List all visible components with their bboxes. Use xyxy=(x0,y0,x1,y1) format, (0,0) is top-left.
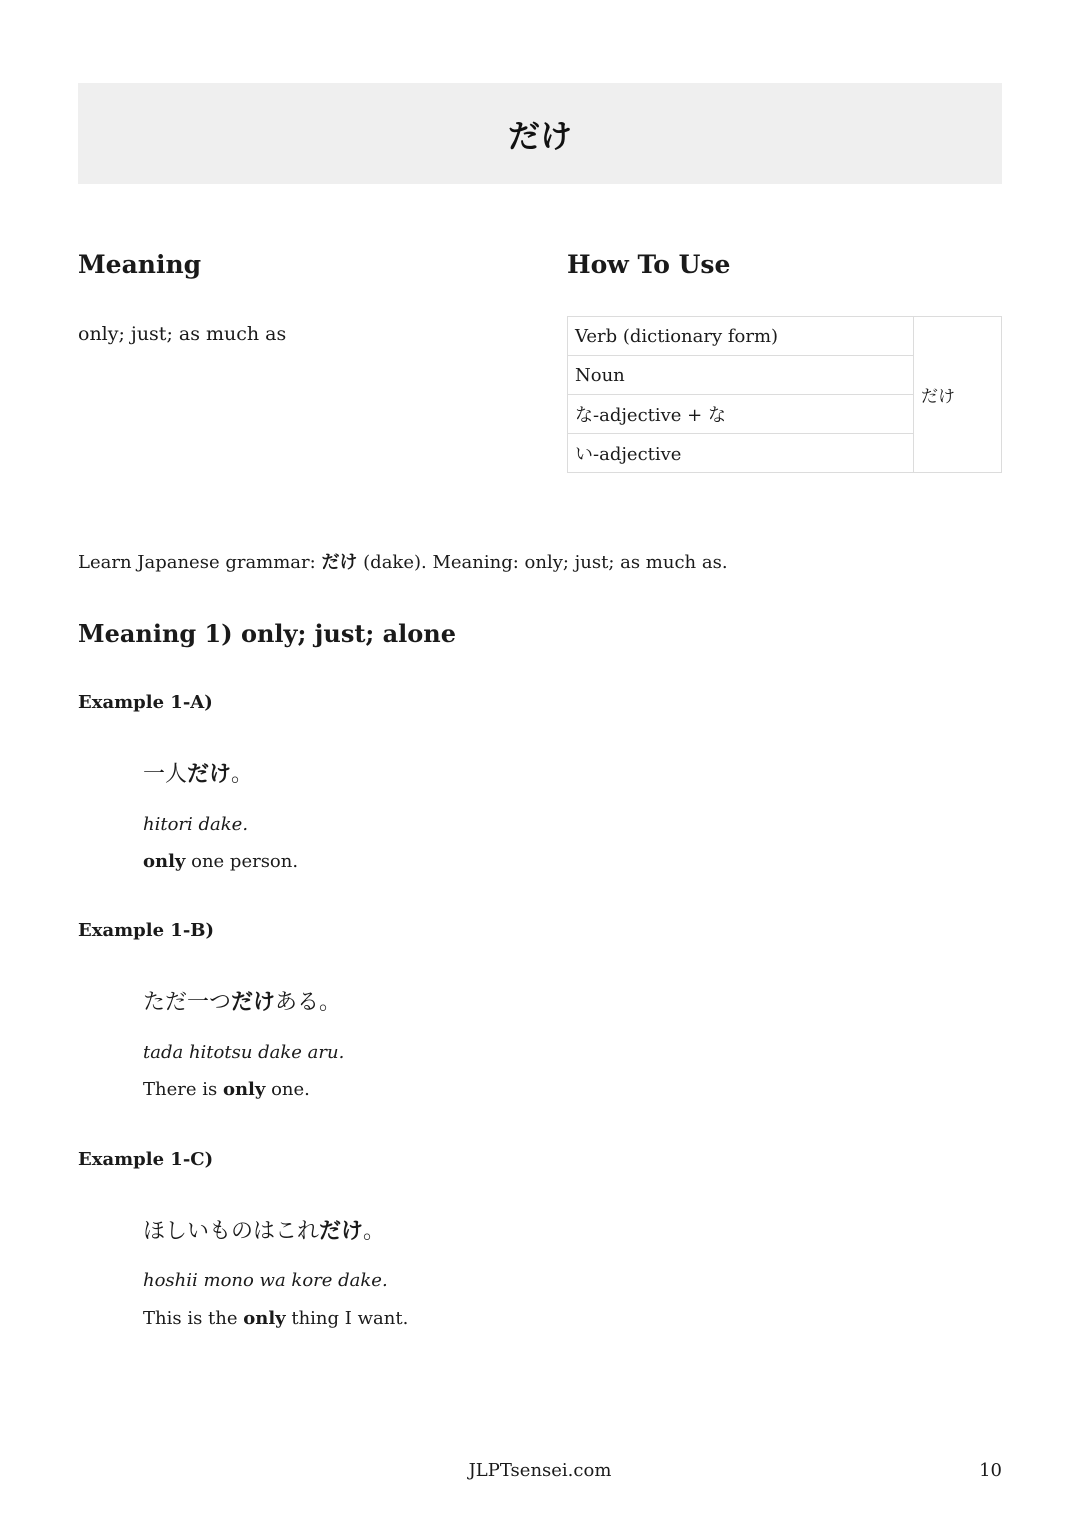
example-translation xyxy=(143,851,298,872)
howto-heading: How To Use xyxy=(567,250,731,279)
jp-pre: ただ一つ xyxy=(143,990,232,1015)
tr-post: one. xyxy=(265,1079,310,1100)
usage-form: Noun xyxy=(568,356,914,395)
tr-post: thing I want. xyxy=(285,1308,409,1329)
example-japanese xyxy=(143,1214,385,1245)
tr-pre: This is the xyxy=(143,1308,244,1329)
example-label: Example 1-B) xyxy=(78,920,215,941)
example-label: Example 1-C) xyxy=(78,1149,214,1170)
intro-text xyxy=(78,548,728,574)
example-label: Example 1-A) xyxy=(78,692,213,713)
usage-form: い-adjective xyxy=(568,434,914,473)
title-banner xyxy=(78,83,1002,184)
usage-form: な-adjective + な xyxy=(568,395,914,434)
meaning-heading: Meaning xyxy=(78,250,202,279)
usage-table xyxy=(567,316,1002,473)
jp-pre: ほしいものはこれ xyxy=(143,1219,320,1244)
jp-post: ある。 xyxy=(275,990,342,1015)
example-romaji: hoshii mono wa kore dake. xyxy=(143,1270,388,1291)
tr-pre: There is xyxy=(143,1079,223,1100)
jp-bold: だけ xyxy=(231,990,276,1015)
example-romaji: tada hitotsu dake aru. xyxy=(143,1042,345,1063)
jp-post: 。 xyxy=(231,762,254,787)
example-japanese xyxy=(143,985,341,1016)
jp-bold: だけ xyxy=(319,1219,364,1244)
footer-site: JLPTsensei.com xyxy=(468,1460,612,1481)
usage-row xyxy=(568,317,1002,356)
jp-post: 。 xyxy=(363,1219,386,1244)
tr-post: one person. xyxy=(185,851,299,872)
intro-prefix: Learn Japanese grammar: xyxy=(78,552,322,573)
tr-bold: only xyxy=(143,851,186,872)
intro-suffix: (dake). Meaning: only; just; as much as. xyxy=(357,552,728,573)
example-romaji: hitori dake. xyxy=(143,814,249,835)
example-japanese xyxy=(143,757,253,788)
usage-target: だけ xyxy=(914,317,1002,473)
meaning-text: only; just; as much as xyxy=(78,323,287,345)
intro-term: だけ xyxy=(321,552,358,573)
page-number: 10 xyxy=(979,1460,1002,1481)
tr-bold: only xyxy=(243,1308,286,1329)
example-translation xyxy=(143,1079,310,1100)
example-translation xyxy=(143,1308,408,1329)
section-heading: Meaning 1) only; just; alone xyxy=(78,619,457,648)
tr-bold: only xyxy=(222,1079,266,1100)
jp-pre: 一人 xyxy=(143,762,188,787)
page-title: だけ xyxy=(507,116,572,155)
usage-form: Verb (dictionary form) xyxy=(568,317,914,356)
jp-bold: だけ xyxy=(187,762,232,787)
